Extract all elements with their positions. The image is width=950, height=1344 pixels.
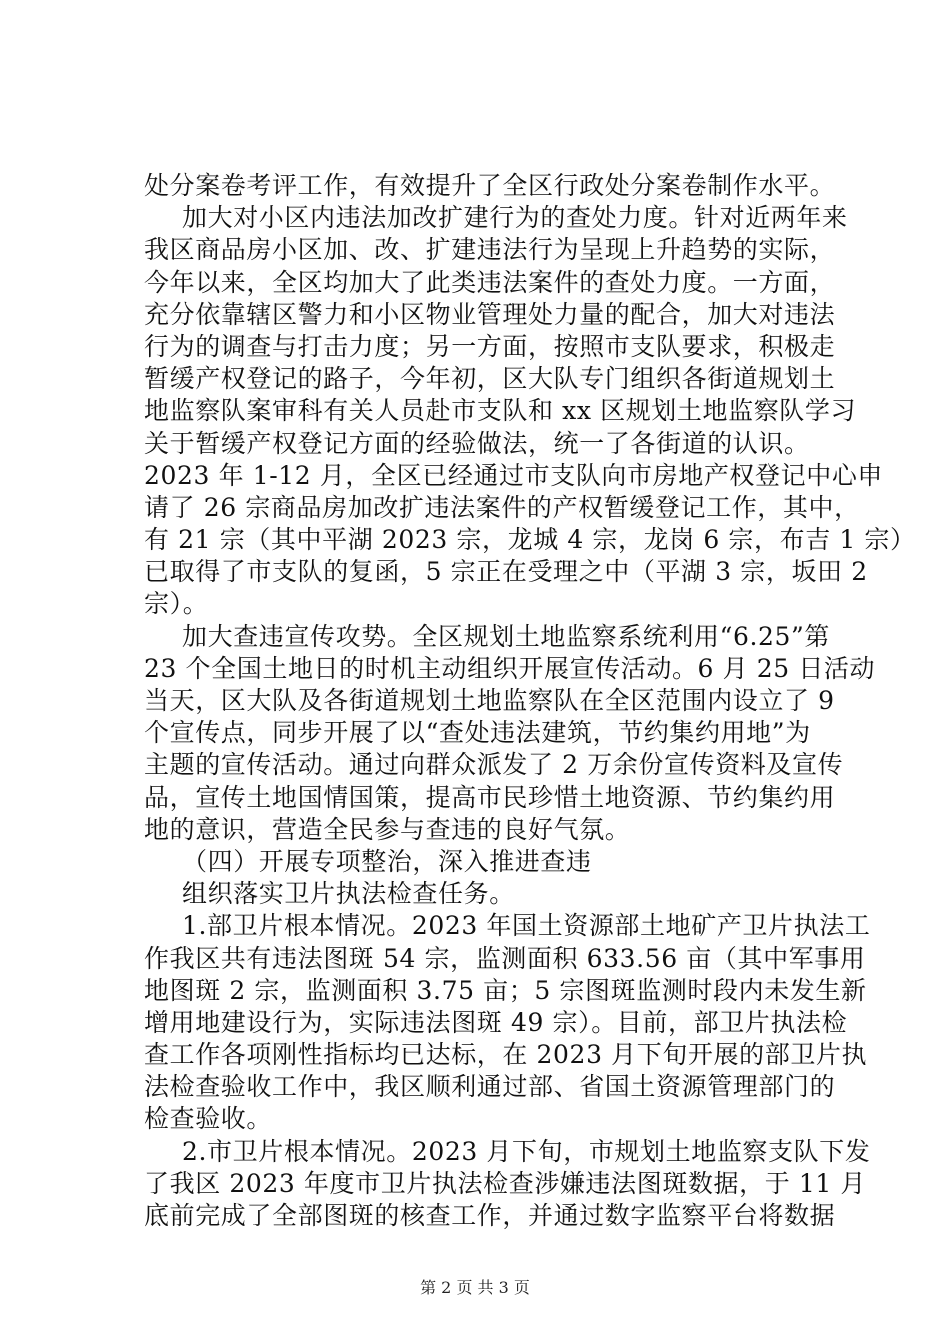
text-line: 地图斑 2 宗，监测面积 3.75 亩；5 宗图斑监测时段内未发生新 xyxy=(144,975,867,1005)
text-line: 法检查验收工作中，我区顺利通过部、省国土资源管理部门的 xyxy=(144,1072,836,1102)
text-line: 关于暂缓产权登记方面的经验做法，统一了各街道的认识。 xyxy=(144,428,810,458)
page-number: 第 2 页 共 3 页 xyxy=(420,1278,530,1297)
text-line: 当天，区大队及各街道规划土地监察队在全区范围内设立了 9 xyxy=(144,686,835,715)
text-line: 23 个全国土地日的时机主动组织开展宣传活动。6 月 25 日活动 xyxy=(144,653,876,683)
text-line: 宗）。 xyxy=(144,589,209,619)
text-line: 查工作各项刚性指标均已达标，在 2023 月下旬开展的部卫片执 xyxy=(144,1040,868,1070)
text-line: 1.部卫片根本情况。2023 年国土资源部土地矿产卫片执法工 xyxy=(182,911,871,941)
text-line: 主题的宣传活动。通过向群众派发了 2 万余份宣传资料及宣传 xyxy=(144,750,844,780)
text-line: 处分案卷考评工作，有效提升了全区行政处分案卷制作水平。 xyxy=(144,171,836,200)
text-line: 有 21 宗（其中平湖 2023 宗，龙城 4 宗，龙岗 6 宗，布吉 1 宗） xyxy=(144,525,916,555)
text-line: 作我区共有违法图斑 54 宗，监测面积 633.56 亩（其中军事用 xyxy=(144,943,866,973)
text-line: 加大对小区内违法加改扩建行为的查处力度。针对近两年来 xyxy=(182,203,848,233)
text-line: 行为的调查与打击力度；另一方面，按照市支队要求，积极走 xyxy=(144,331,836,361)
text-line: 已取得了市支队的复函，5 宗正在受理之中（平湖 3 宗，坂田 2 xyxy=(144,557,868,587)
text-line: 我区商品房小区加、改、扩建违法行为呈现上升趋势的实际， xyxy=(144,235,836,265)
text-line: 组织落实卫片执法检查任务。 xyxy=(182,879,515,909)
text-line: 了我区 2023 年度市卫片执法检查涉嫌违法图斑数据，于 11 月 xyxy=(144,1168,867,1198)
text-line: 增用地建设行为，实际违法图斑 49 宗）。目前，部卫片执法检 xyxy=(144,1007,848,1037)
text-line: 暂缓产权登记的路子，今年初，区大队专门组织各街道规划土 xyxy=(144,364,836,394)
text-line: 加大查违宣传攻势。全区规划土地监察系统利用“6.25”第 xyxy=(182,621,831,651)
text-line: 底前完成了全部图斑的核查工作，并通过数字监察平台将数据 xyxy=(144,1201,836,1230)
page-footer xyxy=(0,1278,950,1298)
text-line: 请了 26 宗商品房加改扩违法案件的产权暂缓登记工作，其中， xyxy=(144,492,860,522)
text-line: 品，宣传土地国情国策，提高市民珍惜土地资源、节约集约用 xyxy=(144,782,836,812)
text-line: 今年以来，全区均加大了此类违法案件的查处力度。一方面， xyxy=(144,267,836,297)
text-line: 2.市卫片根本情况。2023 月下旬，市规划土地监察支队下发 xyxy=(182,1136,871,1166)
text-line: 地的意识，营造全民参与查违的良好气氛。 xyxy=(144,814,631,844)
text-line: 个宣传点，同步开展了以“查处违法建筑，节约集约用地”为 xyxy=(144,718,811,748)
document-body xyxy=(144,170,916,1232)
text-line: 检查验收。 xyxy=(144,1104,273,1134)
text-line: 充分依靠辖区警力和小区物业管理处力量的配合，加大对违法 xyxy=(144,299,836,329)
section-heading: （四）开展专项整治，深入推进查违 xyxy=(182,846,592,876)
text-line: 地监察队案审科有关人员赴市支队和 xx 区规划土地监察队学习 xyxy=(144,396,857,426)
text-line: 2023 年 1-12 月，全区已经通过市支队向市房地产权登记中心申 xyxy=(144,460,884,490)
